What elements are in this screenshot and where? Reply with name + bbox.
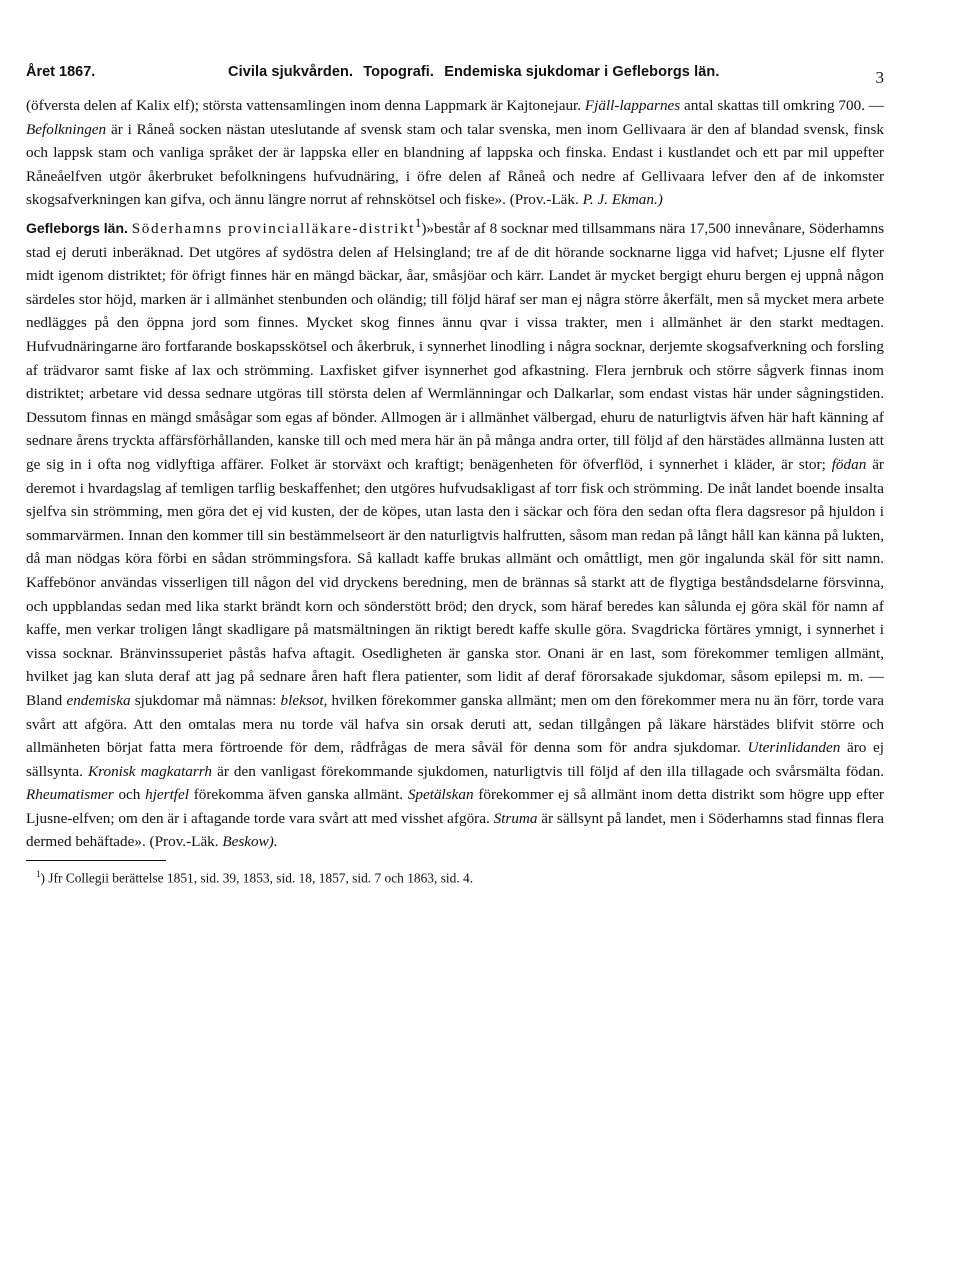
text-run: förekommer ej så allmänt inom detta distrikt som högre upp efter Ljusne-elfven; om den är i aftagande torde vara svårt att med visshet afgöra. [26, 786, 884, 827]
header-year: Året 1867. [26, 64, 96, 80]
italic-term: Spetälskan [407, 786, 474, 804]
header-section-civila: Civila sjukvården. [228, 64, 354, 80]
italic-term: endemiska [66, 691, 131, 709]
footnote-text: ) Jfr Collegii berättelse 1851, sid. 39, 1853, sid. 18, 1857, sid. 7 och 1863, sid. 4. [40, 870, 474, 886]
header-section-topografi: Topografi. [363, 64, 435, 80]
italic-term: Befolkningen [26, 120, 107, 138]
footnote-reference: 1 [414, 215, 422, 230]
italic-term: Kronisk magkatarrh [88, 762, 213, 780]
text-run: (öfversta delen af Kalix elf); största vattensamlingen inom denna Lappmark är Kajtonejaur. [26, 97, 585, 114]
footnote [26, 865, 884, 887]
italic-term: Fjäll-lapparnes [584, 97, 681, 114]
header-sections [228, 64, 725, 80]
page-number: 3 [875, 68, 884, 87]
running-header [26, 60, 884, 94]
italic-term: Rheumatismer [26, 786, 114, 804]
body-text [26, 94, 884, 854]
author-name: P. J. Ekman.) [582, 191, 663, 209]
author-name: Beskow). [222, 833, 278, 851]
header-section-endemiska: Endemiska sjukdomar i Gefleborgs län. [444, 64, 720, 80]
county-heading: Gefleborgs län. [26, 220, 128, 237]
paragraph-gefleborg [26, 212, 884, 854]
district-heading: Söderhamns provincialläkare-distrikt [131, 220, 415, 238]
text-run: och [113, 786, 146, 804]
document-page [26, 60, 884, 888]
text-run: antal skattas till omkring 700. — [680, 97, 884, 114]
text-run: äro ej sällsynta. [26, 739, 884, 780]
text-run: )»består af 8 socknar med tillsammans nära 17,500 innevånare, Söderhamns stad ej deruti inberäknad. Det utgöres af sydöstra delen af Helsingland; tre af de dit hörande socknarne ligga vid hafvet; Ljusne elf flyter midt igenom distriktet; för öfrigt finnes här en mängd bäckar, åar, småsjöar och kärr. Landet är mycket bergigt ehuru bergen ej uppnå någon särdeles stor höjd, marken är i allmänhet stenbunden och oländig; till följd häraf ser man ej några större åkerfält, men så mycket mera arbete nedlägges på den öppna jord som finnes. Mycket skog finnes ännu qvar i vissa trakter, men i allmänhet är den starkt medtagen. Hufvudnäringarne äro fortfarande boskapsskötsel och åkerbruk, i synnerhet linodling i några socknar, derjemte skogsafverkning och forsling af trädvaror samt fiske af lax och strömming. Laxfisket gifver isynnerhet god afkastning. Flera jernbruk och större sågverk finnas inom distriktet; arbetare vid dessa sednare utgöras till största delen af Wermlänningar och Dalkarlar, som endast vistas här under sågningstiden. Dessutom finnas en mängd småsågar som egas af bönder. Allmogen är i allmänhet välbergad, ehuru de naturligtvis äfven här haft känning af sednare årens tryckta affärsförhållanden, kanske till och med mera här än på många andra orter, till följd af den härstädes allmänna lusten att ge sig in i ofta nog vidlyftiga affärer. Folket är storväxt och kraftigt; benägenheten för öfverflöd, i synnerhet i kläder, är stor; [26, 220, 885, 473]
text-run: är sällsynt på landet, men i Söderhamns stad finnas flera dermed behäftade». (Prov.-Läk. [26, 809, 885, 851]
italic-term: Uterinlidanden [747, 739, 841, 757]
footnote-mark: 1 [36, 869, 41, 880]
text-run: förekomma äfven ganska allmänt. [188, 786, 408, 804]
text-run: är i Råneå socken nästan uteslutande af svensk stam och talar svenska, men inom Gellivaara är den af blandad svensk, finsk och lappsk stam och vanliga språket der är lappska eller en blandning af lappska och finska. Endast i kustlandet och ett par mil uppefter Råneåelfven utgör åkerbruket befolkningens hufvudnäring, i öfre delen af Råneå och nedre af Gellivaara lefver den af de inkomster skogsafverkningen kan gifva, och ännu längre norrut af rehnskötsel och fiske». (Prov.-Läk. [26, 120, 884, 209]
italic-term: hjertfel [145, 786, 189, 804]
text-run: är deremot i hvardagslag af temligen tarflig beskaffenhet; den utgöres hufvudsakligast af torr fisk och strömming. De inåt landet boende insalta sjelfva sin strömming, men göra det ej vid kusten, der de köpes, utan lasta den i säckar och föra den sedan ofta flera dagsresor på hjuldon i sommarvärmen. Innan den kommer till sin bestämmelseort är den naturligtvis halfrutten, såsom man redan på långt håll kan känna på lukten, då man nödgas köra förbi en sådan strömmingsfora. Så kalladt kaffe brukas allmänt och omåttligt, men gör ingalunda skäl för sitt namn. Kaffebönor användas visserligen till någon del vid dryckens beredning, men de brännas så starkt att de flygtiga beståndsdelarne försvinna, och uppblandas sedan med lika starkt brändt korn och sönderstött bröd; den dryck, som häraf beredes kan sålunda ej göra skäl för namn af kaffe, men verkar troligen långt skadligare på matsmältningen än riktigt beredt kaffe skulle göra. Svagdricka förtäres ymnigt, i synnerhet i vissa socknar. Bränvinssuperiet påstås hafva aftagit. Osedligheten är ganska stor. Onani är en last, som förekommer temligen allmänt, hvilket jag kan sluta deraf att jag på sednare åren haft flera patienter, som lidit af deraf förorsakade sjukdomar, såsom epilepsi m. m. — Bland [26, 455, 884, 709]
italic-term: Struma [493, 809, 538, 827]
footnote-divider [26, 860, 166, 861]
text-run: sjukdomar må nämnas: [130, 691, 281, 709]
paragraph-norrbotten [26, 94, 884, 212]
italic-term: födan [831, 455, 867, 473]
text-run: , hvilken förekommer ganska allmänt; men om den förekommer mera nu än förr, torde vara svårt att afgöra. Att den omtalas mera nu torde väl hafva sin orsak deruti att, sedan tillgången på läkare härstädes blifvit större och allmänheten börjat fatta mera förtroende för dem, rådfrågas de mera såväl för denna som för andra sjukdomar. [26, 691, 884, 757]
italic-term: bleksot [280, 691, 324, 709]
text-run: är den vanligast förekommande sjukdomen, naturligtvis till följd af den illa tillagade och svårsmälta födan. [212, 762, 885, 780]
